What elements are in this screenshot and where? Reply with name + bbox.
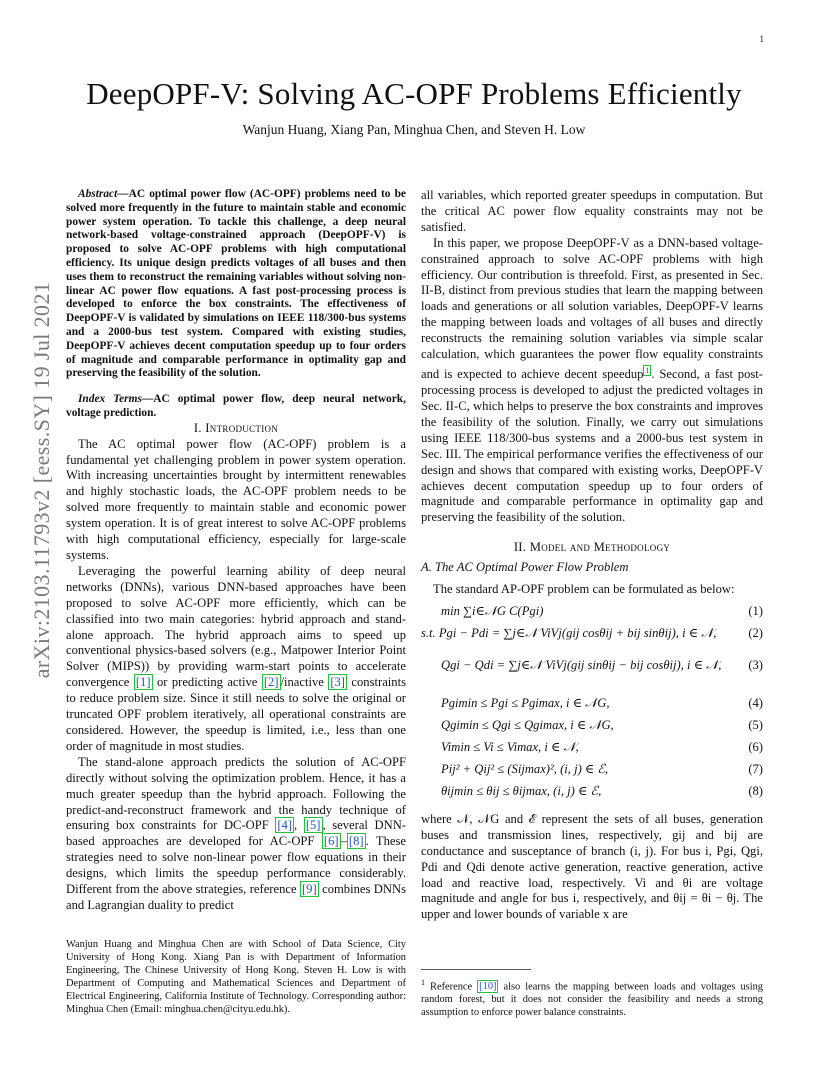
equation-3 <box>421 658 763 696</box>
intro-text: , several DNN-based approaches are developed for AC-OPF <box>66 818 407 849</box>
subsection-heading: A. The AC Optimal Power Flow Problem <box>421 560 629 575</box>
equation-number: (2) <box>748 625 763 640</box>
equation-4 <box>421 696 763 718</box>
body-text: . Second, a fast post-processing process is developed to adjust the predicted voltages in Sec. II-C, which helps to preserve the box constraints and improves the feasibility of the solution. Finally, we carry out simulations using IEEE 118/300-bus systems and a 2000-bus test system in Sec. III. The empirical performance verifies the effectiveness of our design and shows that compared with existing works, DeepOPF-V achieves decent computation speedup up to four orders of magnitude and comparable performance in optimality gap and preserving the feasibility of the solution. <box>421 367 763 525</box>
page-number: 1 <box>759 34 764 44</box>
intro-paragraph-2 <box>66 564 406 755</box>
citation-link[interactable]: [2] <box>263 675 279 690</box>
equation-number: (5) <box>748 717 763 732</box>
right-paragraph-2 <box>421 236 763 527</box>
equation-8-body: θijmin ≤ θij ≤ θijmax, (i, j) ∈ ℰ, <box>441 783 602 798</box>
footnote-text: Reference <box>430 981 478 993</box>
affiliation-text: Wanjun Huang and Minghua Chen are with School of Data Science, City University of Hong Kong. Xiang Pan is with Department of Information Engineering, The Chinese University of Hong Kong. Steven H. Low is with Department of Computing and Mathematical Sciences and Department of Electrical Engineering, California Institute of Technology. Corresponding author: Minghua Chen (Email: minghua.chen@cityu.edu.hk). <box>66 939 406 1015</box>
equation-7-body: Pij² + Qij² ≤ (Sijmax)², (i, j) ∈ ℰ, <box>441 761 609 776</box>
equation-number: (6) <box>748 739 763 754</box>
citation-link[interactable]: [5] <box>305 818 321 833</box>
index-terms <box>66 393 406 421</box>
equation-5-body: Qgimin ≤ Qgi ≤ Qgimax, i ∈ 𝒩G, <box>441 717 614 732</box>
equation-5 <box>421 718 763 740</box>
citation-link[interactable]: [8] <box>348 834 364 849</box>
abstract-label: Abstract <box>78 188 118 200</box>
section-heading-model: II. Model and Methodology <box>513 540 671 555</box>
index-terms-text: —AC optimal power flow, deep neural network, voltage prediction. <box>66 393 406 419</box>
paper-title: DeepOPF-V: Solving AC-OPF Problems Efficiently <box>86 76 742 111</box>
citation-link[interactable]: [9] <box>301 882 317 897</box>
equation-4-body: Pgimin ≤ Pgi ≤ Pgimax, i ∈ 𝒩G, <box>441 695 610 710</box>
footnote-1 <box>421 976 763 1019</box>
footnote-rule <box>421 969 531 970</box>
affiliation-footnote <box>66 938 406 1016</box>
intro-paragraph-1: The AC optimal power flow (AC-OPF) problem is a fundamental yet challenging problem in power system operation. With increasing uncertainties brought by intermittent renewables and highly stochastic loads, the AC-OPF problem needs to be solved more frequently to maintain stable and economic power system operation. It is of great interest to solve AC-OPF problems with high computational efficiency, especially for large-scale systems. <box>66 436 406 562</box>
index-terms-label: Index Terms <box>78 393 142 406</box>
intro-text: combines DNNs and Lagrangian duality to predict <box>66 882 406 912</box>
body-text: In this paper, we propose DeepOPF-V as a DNN-based voltage-constrained approach to solve AC-OPF problems with high efficiency. Our contribution is threefold. First, as presented in Sec. II-B, distinct from previous studies that learn the mapping between loads and generations or all solution variables, DeepOPF-V learns the mapping between loads and voltages of all buses and directly reconstructs the remaining solution variables via simple scalar calculation, which guarantees the power flow equality constraints and is expected to achieve decent speedup <box>421 235 763 382</box>
equation-1-body: min ∑i∈𝒩G C(Pgi) <box>441 603 544 618</box>
equation-6 <box>421 740 763 762</box>
equation-1 <box>421 604 763 626</box>
footnote-mark: 1 <box>421 978 425 987</box>
intro-text: The stand-alone approach predicts the solution of AC-OPF directly without solving the optimization problem. Hence, it has a much greater speedup than the hybrid approach. Following the predict-and-reconstruct framework and the handy technique of ensuring box constraints for DC-OPF <box>66 754 406 833</box>
formulation-intro: The standard AP-OPF problem can be formulated as below: <box>433 582 735 597</box>
equation-number: (1) <box>748 603 763 618</box>
equation-6-body: Vimin ≤ Vi ≤ Vimax, i ∈ 𝒩, <box>441 739 579 754</box>
section-heading-introduction: I. Introduction <box>193 420 279 435</box>
equation-2-body: s.t. Pgi − Pdi = ∑j∈𝒩 ViVj(gij cosθij + bij sinθij), i ∈ 𝒩, <box>421 625 717 640</box>
equation-8 <box>421 784 763 806</box>
footnote-text: also learns the mapping between loads and voltages using random forest, but it does not consider the feasibility and needs a strong assumption to enforce power balance constraints. <box>421 981 763 1019</box>
citation-link[interactable]: [3] <box>330 675 345 690</box>
citation-link[interactable]: [6] <box>323 834 339 849</box>
footnote-link[interactable]: 1 <box>645 365 650 375</box>
right-paragraph-4: where 𝒩, 𝒩G and ℰ represent the sets of all buses, generation buses and transmission lines, respectively, gij and bij are conductance and susceptance of branch (i, j). For bus i, Pgi, Qgi, Pdi and Qdi denote active generation, reactive generation, active load and reactive load, respectively. Vi and θi are voltage magnitude and angle for bus i, respectively, and θij = θi − θj. The upper and lower bounds of variable x are <box>421 811 763 922</box>
intro-text: . These strategies need to solve non-linear power flow equations in their designs, which limits the speedup performance considerably. Different from the above strategies, reference <box>66 834 406 897</box>
intro-text: or predicting active <box>152 675 262 690</box>
intro-paragraph-3 <box>66 755 406 914</box>
citation-link[interactable]: [1] <box>135 675 151 690</box>
left-column <box>66 188 406 914</box>
equation-number: (8) <box>748 783 763 798</box>
right-column <box>421 188 763 923</box>
abstract <box>66 188 406 381</box>
equation-3-body: Qgi − Qdi = ∑j∈𝒩 ViVj(gij sinθij − bij cosθij), i ∈ 𝒩, <box>441 657 722 672</box>
equation-number: (7) <box>748 761 763 776</box>
equation-7 <box>421 762 763 784</box>
equation-2 <box>421 626 763 658</box>
equation-number: (3) <box>748 657 763 672</box>
right-paragraph-1: all variables, which reported greater speedups in computation. But the critical AC power flow equality constraints may not be satisfied. <box>421 188 763 234</box>
intro-text: – <box>340 834 347 849</box>
intro-text: , <box>294 818 304 833</box>
arxiv-watermark <box>22 281 62 679</box>
equation-number: (4) <box>748 695 763 710</box>
abstract-text: —AC optimal power flow (AC-OPF) problems need to be solved more frequently in the future to maintain stable and economic power system operation. To tackle this challenge, a deep neural network-based voltage-constrained approach (DeepOPF-V) is proposed to solve AC-OPF problems with high computational efficiency. Its unique design predicts voltages of all buses and then uses them to reconstruct the remaining variables without solving non-linear AC power flow equations. A fast post-processing process is developed to enforce the box constraints. The effectiveness of DeepOPF-V is validated by simulations on IEEE 118/300-bus systems and a 2000-bus test system. Compared with existing studies, DeepOPF-V achieves decent computation speedup up to four orders of magnitude and comparable performance in optimality gap and preserving the feasibility of the solution. <box>66 188 406 380</box>
arxiv-id: arXiv:2103.11793v2 [eess.SY] 19 Jul 2021 <box>29 281 54 679</box>
citation-link[interactable]: [10] <box>479 981 497 993</box>
intro-text: Leveraging the powerful learning ability of deep neural networks (DNNs), various DNN-based approaches have been proposed to solve AC-OPF more efficiently, which can be classified into two main categories: hybrid approach and stand-alone approach. The hybrid approach aims to speed up conventional physics-based solvers (e.g., Matpower Interior Point Solver (MIPS)) by providing warm-start points to accelerate convergence <box>66 563 406 690</box>
citation-link[interactable]: [4] <box>277 818 293 833</box>
intro-text: constraints to reduce problem size. Since it still needs to solve the original or truncated OPF problem iteratively, all operational constraints are considered. However, the speedup is limited, i.e., less than one order of magnitude in most studies. <box>66 675 406 753</box>
author-list: Wanjun Huang, Xiang Pan, Minghua Chen, and Steven H. Low <box>242 122 586 137</box>
intro-text: /inactive <box>280 675 329 690</box>
